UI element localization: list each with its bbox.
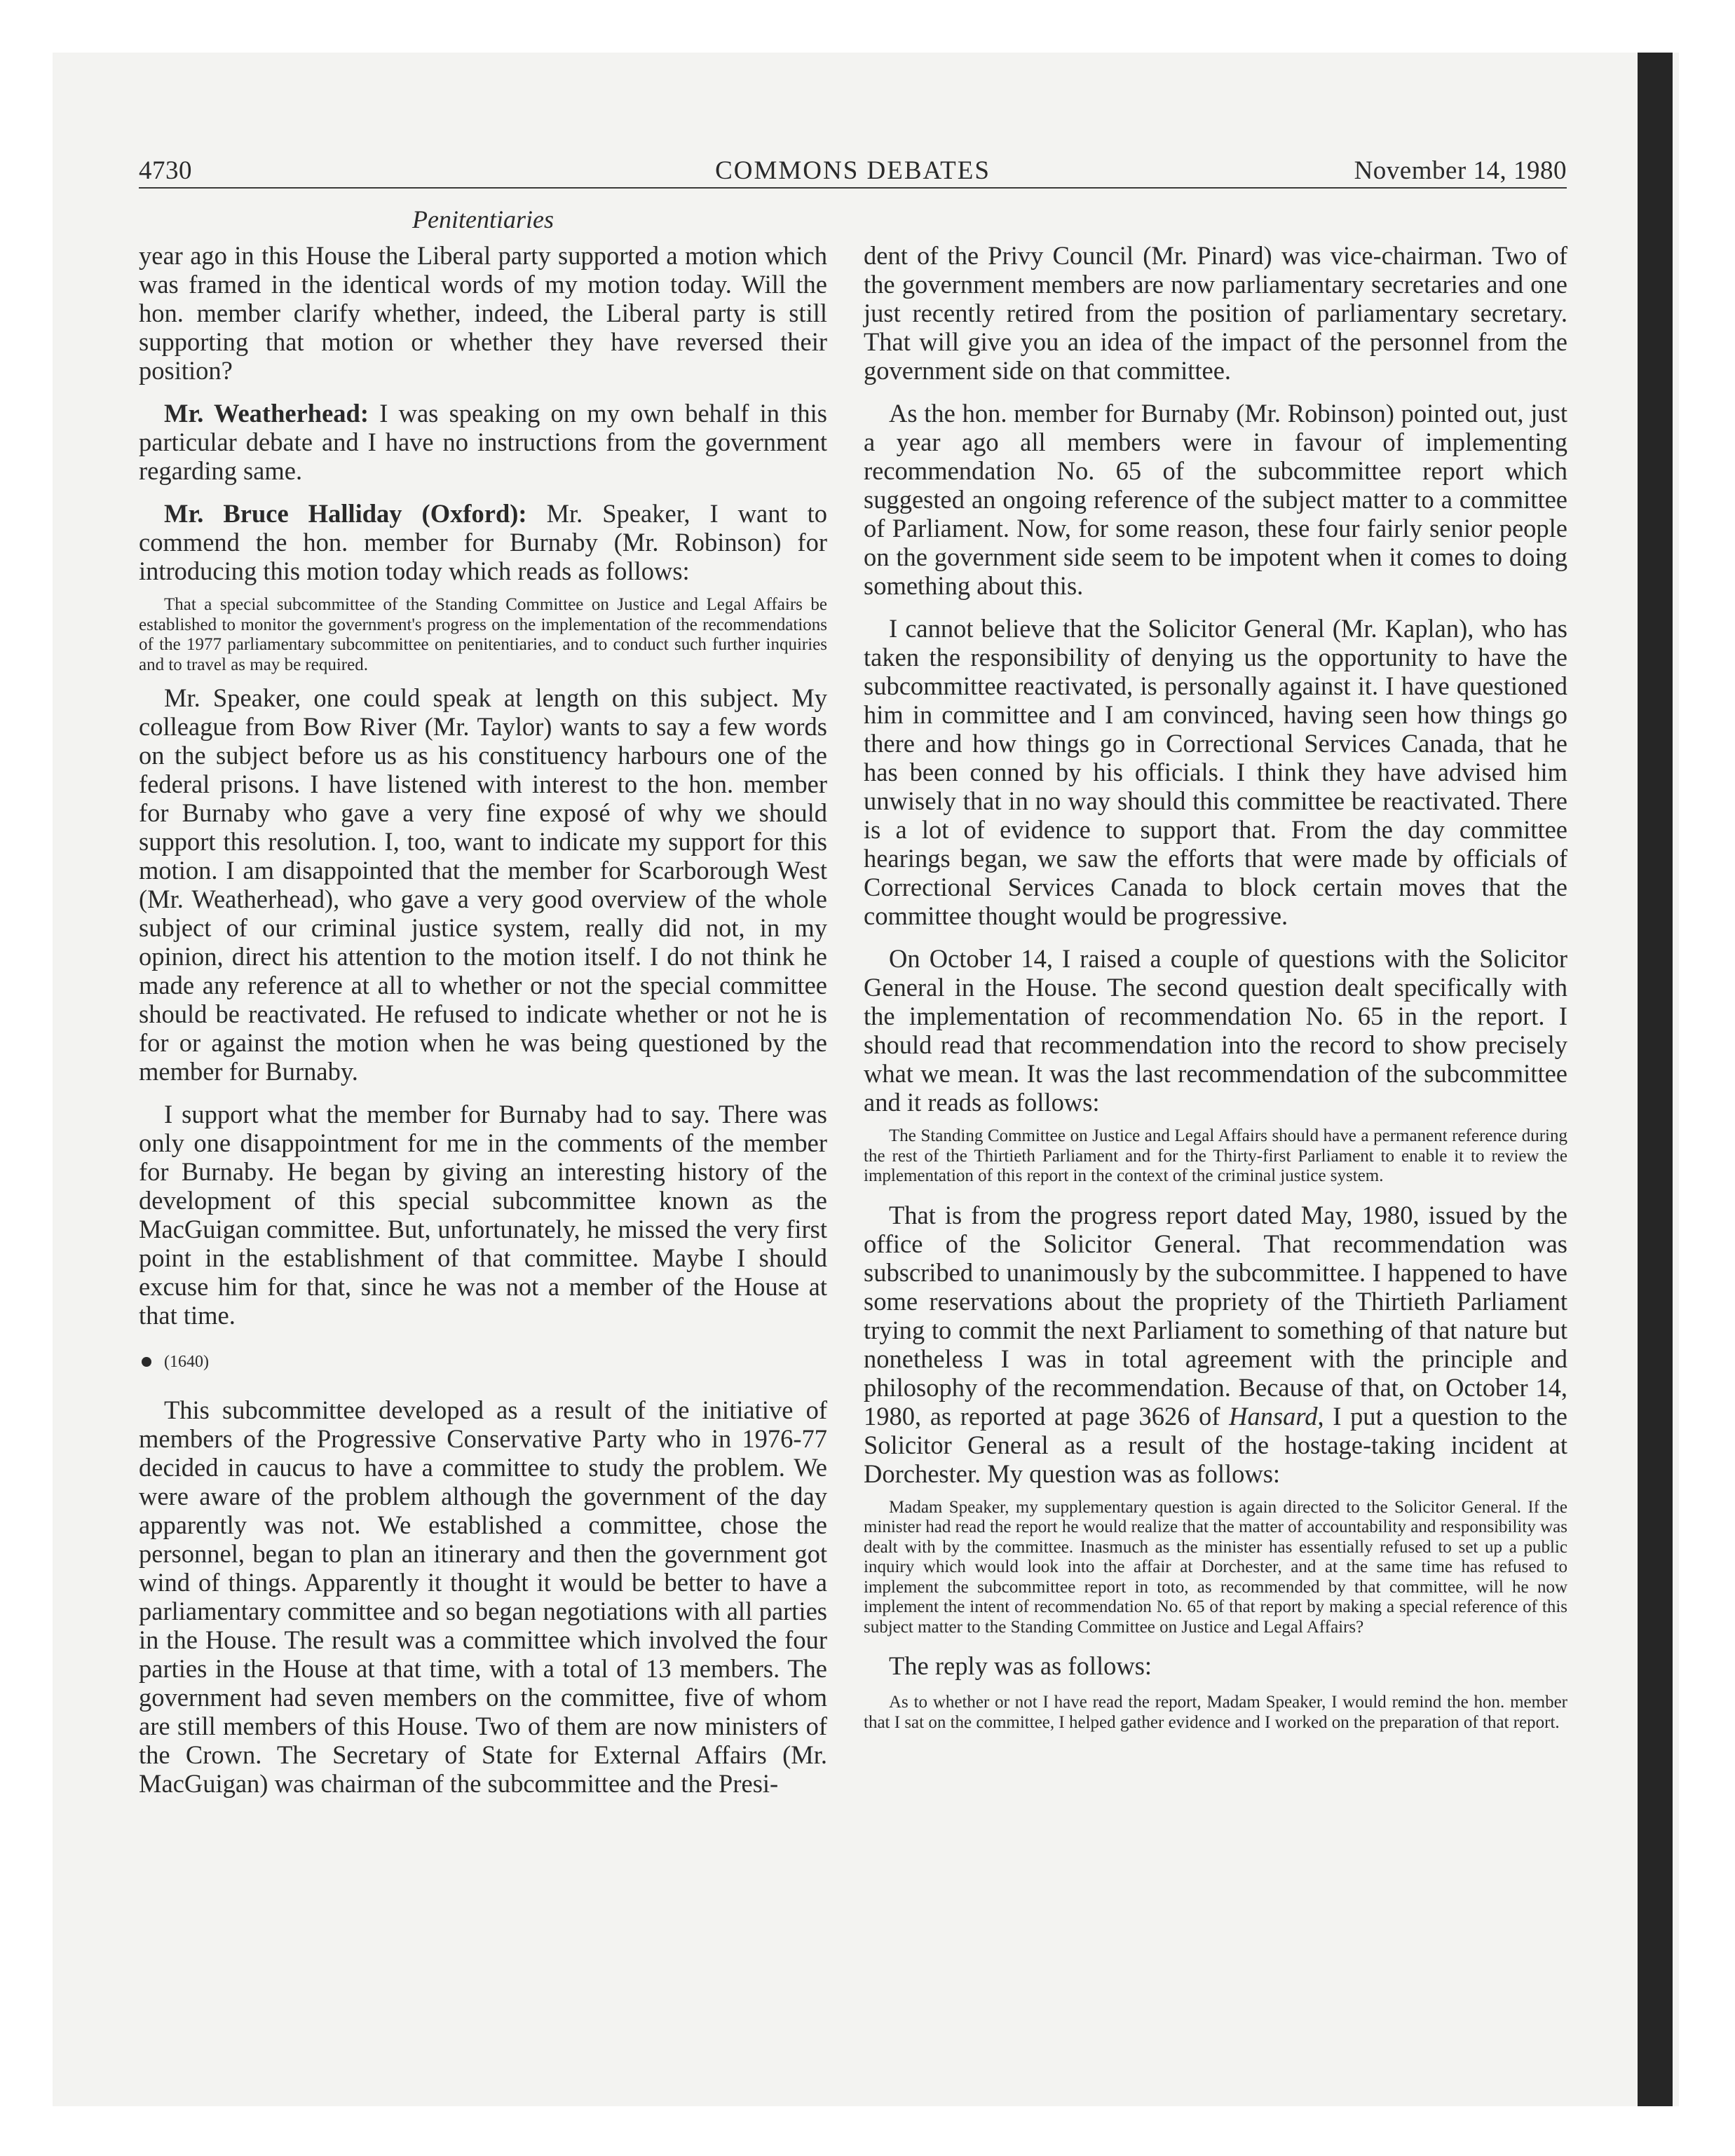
paragraph: year ago in this House the Liberal party supported a motion which was framed in the identical words of my motion today. Will the hon. member clarify whether, indeed, the Liberal party is still supporting that motion or whether they have reversed their position? — [139, 241, 827, 385]
right-column — [864, 241, 1567, 1741]
speaker-name: Mr. Bruce Halliday (Oxford): — [164, 499, 527, 528]
paragraph: On October 14, I raised a couple of questions with the Solicitor General in the House. The second question dealt specifically with the implementation of recommendation No. 65 in the report. I should read that recommendation into the record to show precisely what we mean. It was the last recommendation of the subcommittee and it reads as follows: — [864, 944, 1567, 1117]
speech-text: I was speaking on my own behalf in this particular debate and I have no instructions from the government regarding same. — [139, 399, 827, 485]
paragraph — [139, 399, 827, 485]
timestamp-text: (1640) — [164, 1353, 209, 1371]
hansard-italic: Hansard — [1229, 1401, 1318, 1431]
block-quote: Madam Speaker, my supplementary question is again directed to the Solicitor General. If the minister had read the report he would realize that the matter of accountability and responsibility was dealt with by the committee. Inasmuch as the minister has essentially refused to set up a public inquiry which would look into the affair at Dorchester, and at the same time has refused to implement the subcommittee report in toto, as recommended by that committee, will he now implement the intent of recommendation No. 65 of that report by making a special reference of this subject matter to the Standing Committee on Justice and Legal Affairs? — [864, 1497, 1567, 1637]
paragraph: dent of the Privy Council (Mr. Pinard) was vice-chairman. Two of the government members are now parliamentary secretaries and one just recently retired from the position of parliamentary secretary. That will give you an idea of the impact of the personnel from the government side on that committee. — [864, 241, 1567, 385]
speech-text: , I put a question to the Solicitor General as a result of the hostage-taking incident at Dorchester. My question was as follows: — [864, 1401, 1567, 1488]
timestamp — [139, 1352, 827, 1372]
paragraph: As the hon. member for Burnaby (Mr. Robinson) pointed out, just a year ago all members were in favour of implementing recommendation No. 65 of the subcommittee report which suggested an ongoing reference of the subject matter to a committee of Parliament. Now, for some reason, these four fairly senior people on the government side seem to be impotent when it comes to doing something about this. — [864, 399, 1567, 600]
paragraph: The reply was as follows: — [889, 1651, 1152, 1680]
block-quote: As to whether or not I have read the report, Madam Speaker, I would remind the hon. member that I sat on the committee, I helped gather evidence and I worked on the preparation of that report. — [864, 1693, 1567, 1732]
section-title: Penitentiaries — [412, 205, 554, 233]
paragraph — [864, 1201, 1567, 1488]
page-header — [139, 156, 1567, 191]
publication-title: COMMONS DEBATES — [715, 156, 991, 185]
block-quote: The Standing Committee on Justice and Legal Affairs should have a permanent reference during the rest of the Thirtieth Parliament and for the Thirty-first Parliament to enable it to review the implementation of this report in the context of the criminal justice system. — [864, 1126, 1567, 1185]
page-number: 4730 — [139, 156, 192, 185]
paragraph: I support what the member for Burnaby had to say. There was only one disappointment for me in the comments of the member for Burnaby. He began by giving an interesting history of the development of this special subcommittee known as the MacGuigan committee. But, unfortunately, he missed the very first point in the establishment of that committee. Maybe I should excuse him for that, since he was not a member of the House at that time. — [139, 1100, 827, 1330]
left-column — [139, 241, 827, 1798]
paragraph: This subcommittee developed as a result of the initiative of members of the Progressive Conservative Party who in 1976-77 decided in caucus to have a committee to study the problem. We were aware of the problem although the government of the day apparently was not. We established a committee, chose the personnel, began to plan an itinerary and then the government got wind of things. Apparently it thought it would be better to have a parliamentary committee and so began negotiations with all parties in the House. The result was a committee which involved the four parties in the House at that time, with a total of 13 members. The government had seven members on the committee, five of whom are still members of this House. Two of them are now ministers of the Crown. The Secretary of State for External Affairs (Mr. MacGuigan) was chairman of the subcommittee and the Presi- — [139, 1396, 827, 1798]
bullet-icon — [142, 1357, 151, 1367]
scan-edge — [1638, 53, 1673, 2106]
speech-text: Mr. Speaker, I want to commend the hon. member for Burnaby (Mr. Robinson) for introducing this motion today which reads as follows: — [139, 499, 828, 585]
block-quote: That a special subcommittee of the Standing Committee on Justice and Legal Affairs be established to monitor the government's progress on the implementation of the recommendations of the 1977 parliamentary subcommittee on penitentiaries, and to conduct such further inquiries and to travel as may be required. — [139, 595, 827, 674]
speaker-name: Mr. Weatherhead: — [164, 399, 369, 428]
paragraph: I cannot believe that the Solicitor General (Mr. Kaplan), who has taken the responsibility of denying us the opportunity to have the subcommittee reactivated, is personally against it. I have questioned him in committee and I am convinced, having seen how things go there and how things go in Correctional Services Canada, that he has been conned by his officials. I think they have advised him unwisely that in no way should this committee be reactivated. There is a lot of evidence to support that. From the day committee hearings began, we saw the efforts that were made by officials of Correctional Services Canada to block certain moves that the committee thought would be progressive. — [864, 614, 1567, 930]
speech-text: That is from the progress report dated May, 1980, issued by the office of the Solicitor General. That recommendation was subscribed to unanimously by the subcommittee. I happened to have some reservations about the propriety of the Thirtieth Parliament trying to commit the next Parliament to something of that nature but nonetheless I was in total agreement with the principle and philosophy of the recommendation. Because of that, on October 14, 1980, as reported at page 3626 of — [864, 1200, 1567, 1431]
header-date: November 14, 1980 — [1354, 156, 1567, 185]
header-rule — [139, 187, 1567, 189]
paragraph — [139, 499, 827, 585]
paragraph: Mr. Speaker, one could speak at length on this subject. My colleague from Bow River (Mr. Taylor) wants to say a few words on the subject before us as his constituency harbours one of the federal prisons. I have listened with interest to the hon. member for Burnaby who gave a very fine exposé of why we should support this resolution. I, too, want to indicate my support for this motion. I am disappointed that the member for Scarborough West (Mr. Weatherhead), who gave a very good overview of the whole subject of our criminal justice system, really did not, in my opinion, direct his attention to the motion itself. I do not think he made any reference at all to whether or not the special committee should be reactivated. He refused to indicate whether or not he is for or against the motion when he was being questioned by the member for Burnaby. — [139, 683, 827, 1086]
